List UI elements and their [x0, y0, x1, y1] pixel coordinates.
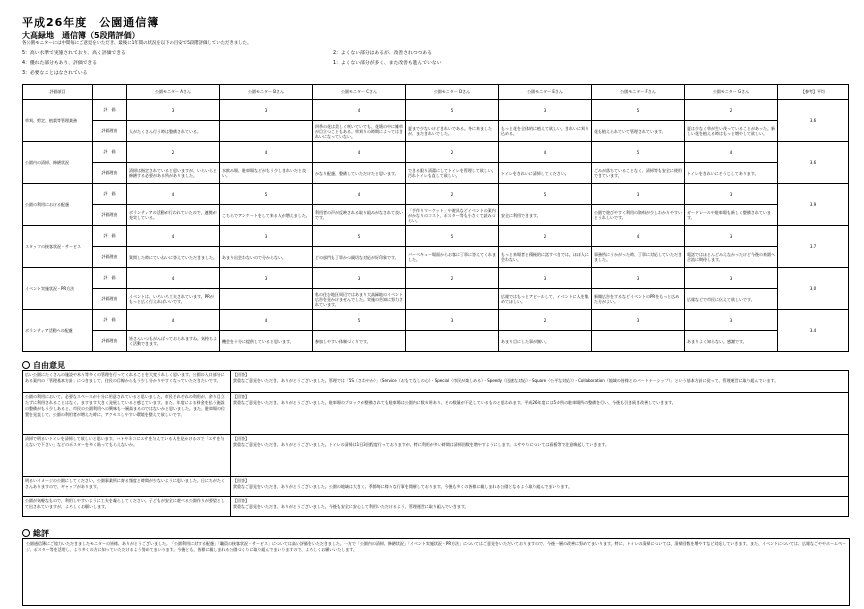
comment-label: 評価理由 [93, 205, 127, 226]
score-cell: 3 [685, 184, 778, 205]
col-header: 公園モニター Eさん [499, 85, 592, 100]
comment-cell: バーベキュー場面からお客に丁寧に答えてくれました。 [406, 247, 499, 268]
opinion-row [23, 497, 849, 517]
comment-cell: 四季の花は美しく咲いていても、花壇の中に雑草が目立つこともある。草刈りの時期によってはきれいになっていない。 [313, 121, 406, 142]
average-cell: 3.0 [778, 268, 849, 310]
comment-cell: こちらでアンケートをして来る人が増えました。 [220, 205, 313, 226]
score-cell: 4 [313, 184, 406, 205]
score-cell: 3 [685, 268, 778, 289]
score-cell: 4 [685, 142, 778, 163]
comment-cell: トイレをきれいにそうじしてあります。 [685, 163, 778, 184]
comment-cell: 広報などで市民に伝えて欲しいです。 [685, 289, 778, 310]
scale-legend-right [333, 49, 442, 69]
comment-cell [406, 331, 499, 352]
comment-cell: 私の住む地区周辺ではあまり大高緑地のイベント広告を見かけませんでした。実施の告知に努力されています。 [313, 289, 406, 310]
opinion-row [23, 477, 849, 497]
answer-text: 貴重なご意見をいただき、ありがとうございました。駐車場のブロックが整備されても駐車場は公園内に数カ所あり、その数量が不足しているものと思われます。平成26年度には5カ所の駐車場所の整備を行い、今後も引き続き改善していきます。 [233, 400, 676, 405]
table-row-score [23, 226, 849, 247]
comment-cell: イベントは、いろいろ工夫されています。PRがもっと広く行えればいいです。 [127, 289, 220, 310]
comment-cell: できる限り清潔にしてトイレを管理して欲しい。汚れトイレも直して欲しい。 [406, 163, 499, 184]
page-subtitle: 大高緑地 通信簿（5段階評価） [22, 31, 140, 40]
table-row-comment [23, 163, 849, 184]
score-cell: 2 [499, 226, 592, 247]
summary-heading: 総評 [22, 528, 49, 539]
opinion-row [23, 393, 849, 435]
comment-cell [406, 289, 499, 310]
opinion-text: 公園が気軽なもので、利用しやすいように工夫を凝らしてください。子どもが安全に遊べる公園作りが要望として出されていますが、よろしくお願いします。 [23, 497, 231, 517]
category-label: 公園内の清掃、修繕状況 [23, 142, 93, 184]
table-row-score [23, 142, 849, 163]
comment-cell: 「手作りマーケット」や遊具などイベントの案内がかなりのコスト、ポスター等も小さくて読みづらい。 [406, 205, 499, 226]
score-label: 評 価 [93, 184, 127, 205]
comment-cell: 人がたくさん行う時は整備されている。 [127, 121, 220, 142]
answer-cell [231, 477, 849, 497]
comment-label: 評価理由 [93, 121, 127, 142]
comment-cell: 事務所にうかがった時、丁寧に対応していただきました。 [592, 247, 685, 268]
answer-text: 貴重なご意見をいただき、ありがとうございました。トイレの清掃は1日3回程度行っておりますが、特に利用が多い時間は清掃回数を増やすようにします。エサやりについては看板等で注意喚起していきます。 [233, 442, 610, 447]
score-cell: 2 [406, 268, 499, 289]
score-cell: 4 [313, 100, 406, 121]
score-cell: 5 [313, 226, 406, 247]
score-cell: 3 [406, 310, 499, 331]
score-cell: 4 [499, 142, 592, 163]
score-cell: 2 [406, 142, 499, 163]
answer-text: 貴重なご意見をいただき、ありがとうございました。管理では「5S（さわやか）」（Service（おもてなしの心）・Special（市民が楽しめる）・Speedy（迅速な対応）・Square（公平な対応））・Collaboration（地域の皆様とのパートナーシップ）」という基本方針に従って、管理運営に取り組んでいます。 [233, 378, 779, 383]
comment-cell: 広報ではもっとアピールして、イベントに人を集めてほしい。 [499, 289, 592, 310]
comment-cell: あまり目にした事が無い。 [499, 331, 592, 352]
score-cell: 3 [220, 100, 313, 121]
table-row-score [23, 310, 849, 331]
table-row-score [23, 100, 849, 121]
comment-cell: ガードレールや駐車場も新しく整備されています。 [685, 205, 778, 226]
score-cell: 4 [127, 226, 220, 247]
answer-label: 【回答】 [233, 394, 249, 399]
comment-label: 評価理由 [93, 289, 127, 310]
table-row-score [23, 184, 849, 205]
col-header: 公園モニター Fさん [592, 85, 685, 100]
comment-cell: 水飲み場、駐車場などがもう少しきれいだと良い。 [220, 163, 313, 184]
scale-item: 1：よくない部分が多く、また改善も進んでいない [333, 61, 442, 66]
score-cell: 2 [406, 184, 499, 205]
comment-cell [220, 121, 313, 142]
opinion-text: 清掃で明るいトイレを清掃して欲しいと思います。ハトやネコにエサを与えている人を見かけるので「エサを与えないで下さい」などのポスターを多く貼ってもらえないか。 [23, 435, 231, 477]
table-row-comment [23, 247, 849, 268]
score-cell: 2 [685, 100, 778, 121]
comment-cell: 新聞広告をするなどイベントのPRをもっと広めた方がよい。 [592, 289, 685, 310]
score-cell: 4 [127, 310, 220, 331]
comment-label: 評価理由 [93, 163, 127, 184]
scale-item: 4：優れた部分もあり、評価できる [22, 61, 98, 66]
comment-cell: もっと花を全体的に植えて欲しい。きれいに刈り込める。 [499, 121, 592, 142]
comment-cell: 機会を十分に提供していると思います。 [220, 331, 313, 352]
category-label: ボランティア活動への配慮 [23, 310, 93, 352]
score-cell: 3 [499, 268, 592, 289]
answer-text: 貴重なご意見をいただき、ありがとうございました。公園の地域は大きく、季節毎に様々な行事を開催しております。今後も多くの皆様に親しまれる公園となるよう取り組んでまいります。 [233, 484, 573, 489]
answer-label: 【回答】 [233, 436, 249, 441]
comment-cell: 質問した時にていねいに答えていただきました。 [127, 247, 220, 268]
comment-cell: 清掃は指定されていると思いますが、いらいらと修繕する必要がある所がありました。 [127, 163, 220, 184]
score-cell: 3 [220, 226, 313, 247]
score-label: 評 価 [93, 268, 127, 289]
comment-cell: ボランティアの活動が行われていたので、連携が充実している。 [127, 205, 220, 226]
average-cell: 3.9 [778, 184, 849, 226]
comment-cell: 夏は少なく草が生い茂っていることがあった。新しい花を植える時はもっと増やして欲しい。 [685, 121, 778, 142]
score-cell: 3 [592, 310, 685, 331]
comment-cell [592, 331, 685, 352]
comment-cell: ごみが落ちていることなく、清掃等も安全に使用できています。 [592, 163, 685, 184]
table-row-comment [23, 289, 849, 310]
score-cell: 3 [592, 268, 685, 289]
score-cell: 2 [127, 142, 220, 163]
score-cell: 4 [220, 142, 313, 163]
average-cell: 3.7 [778, 226, 849, 268]
category-label: 公園の利用における配慮 [23, 184, 93, 226]
comment-cell: 電話ではほとんどみえなかったけど今後の来園へ合流に期待します。 [685, 247, 778, 268]
score-cell: 5 [592, 100, 685, 121]
score-cell: 5 [313, 310, 406, 331]
answer-cell [231, 371, 849, 393]
opinion-row [23, 371, 849, 393]
table-row-score [23, 268, 849, 289]
comment-cell: 安全に利用できます。 [499, 205, 592, 226]
score-cell: 5 [499, 184, 592, 205]
comment-cell: 夏まで少ないけどきれいである。冬に来ましたが、まだきれいでした。 [406, 121, 499, 142]
col-header: 公園モニター Gさん [685, 85, 778, 100]
score-cell: 2 [499, 310, 592, 331]
table-header-row [23, 85, 849, 100]
answer-cell [231, 497, 849, 517]
comment-cell: 参加しやすい体制づくりです。 [313, 331, 406, 352]
score-label: 評 価 [93, 310, 127, 331]
category-label: イベント実施状況・PR方法 [23, 268, 93, 310]
opinion-text: 広い公園にたくさんの施設や木々等多くの管理を行ってくれることを大変うれしく思います。公園の入口部分にある案内の「管理基本方針」につきまして、住民の目線からもう少し分かりやすくなっていただきたいです。 [23, 371, 231, 393]
opinions-heading: 自由意見 [22, 360, 65, 371]
score-cell: 5 [406, 226, 499, 247]
comment-cell: もっと来場者と積極的に話すべきでは。ほぼ人に会わない。 [499, 247, 592, 268]
comment-label: 評価理由 [93, 247, 127, 268]
table-row-comment [23, 331, 849, 352]
score-cell: 3 [313, 268, 406, 289]
average-cell: 3.6 [778, 142, 849, 184]
scale-item: 3：必要なことはなされている [22, 71, 88, 76]
score-cell: 3 [685, 310, 778, 331]
score-cell: 4 [220, 310, 313, 331]
score-cell: 4 [592, 226, 685, 247]
comment-cell: 皆さんいつもがんばっておられますね。気持ちよく活動できます。 [127, 331, 220, 352]
col-header [93, 85, 127, 100]
table-row-comment [23, 121, 849, 142]
col-header: 評価項目 [23, 85, 93, 100]
col-header: 公園モニター Cさん [313, 85, 406, 100]
comment-cell: 公園で遊びやすく利用の資料が少しわかりやすいとうれしいです。 [592, 205, 685, 226]
answer-cell [231, 393, 849, 435]
comment-cell: 利用者の声が反映される取り組みがなされて良いです。 [313, 205, 406, 226]
comment-cell: トイレをきれいに清掃してください。 [499, 163, 592, 184]
scale-item: 2：よくない部分はあるが、改善されつつある [333, 51, 432, 56]
comment-cell: どの部門も丁寧かつ親切な対応が好印象です。 [313, 247, 406, 268]
comment-cell: あまり出会わないので分からない。 [220, 247, 313, 268]
intro-text: 各公園モニターには中間毎にご意見をいただき、最後に1年間の状況を以下の目安で5段階評価していただきました。 [22, 41, 252, 46]
score-cell: 5 [406, 100, 499, 121]
col-header: 【参考】平均 [778, 85, 849, 100]
circle-icon [22, 529, 30, 537]
average-cell: 3.4 [778, 310, 849, 352]
circle-icon [22, 361, 30, 369]
page-title: 平成26年度 公園通信簿 [22, 16, 160, 29]
score-cell: 3 [592, 184, 685, 205]
answer-text: 貴重なご意見をいただき、ありがとうございました。今後も安全に安心して利用いただけるよう、管理運営に取り組んでいきます。 [233, 504, 469, 509]
opinions-table [22, 370, 849, 517]
category-label: スタッフの接客状況・サービス [23, 226, 93, 268]
score-cell: 5 [592, 142, 685, 163]
score-cell: 3 [499, 100, 592, 121]
col-header: 公園モニター Dさん [406, 85, 499, 100]
score-label: 評 価 [93, 100, 127, 121]
comment-cell: あまりよく知らない。感謝です。 [685, 331, 778, 352]
comment-cell: かなり配慮、整備していただけたと思います。 [313, 163, 406, 184]
score-cell: 3 [685, 226, 778, 247]
opinion-text: 公園の利用において、必要なスペースが十分に用意されていると思いました。市民それぞれの利用が、余り目立たずに利用されることはなく、ますます大きく発展していると感じています。また、年度による料金を払う施設の整備がもう少しあると、市民の公園利用への興味も一層高まるのではないかと思いました。また、駐車場の位置を見直して、公園の利用者が増えた時に、アクセスしやすい環境を整えて欲しいです。 [23, 393, 231, 435]
opinion-text: 明るいイメージの公園にしてください。公園事業所に寄る頻度と時間が少ないように思いました。日にちがたくさんありますので、ギャップがあります。 [23, 477, 231, 497]
category-label: 草刈、剪定、植栽等管理業務 [23, 100, 93, 142]
comment-label: 評価理由 [93, 331, 127, 352]
evaluation-table [22, 84, 849, 352]
score-cell: 4 [127, 184, 220, 205]
score-cell: 5 [220, 184, 313, 205]
average-cell: 3.6 [778, 100, 849, 142]
opinion-row [23, 435, 849, 477]
score-cell: 3 [127, 100, 220, 121]
score-label: 評 価 [93, 142, 127, 163]
score-cell: 4 [127, 268, 220, 289]
comment-cell: 花も植えられていて管理されています。 [592, 121, 685, 142]
score-cell: 3 [220, 268, 313, 289]
answer-label: 【回答】 [233, 372, 249, 377]
score-label: 評 価 [93, 226, 127, 247]
score-cell: 4 [313, 142, 406, 163]
answer-label: 【回答】 [233, 478, 249, 483]
answer-cell [231, 435, 849, 477]
comment-cell [220, 289, 313, 310]
table-row-comment [23, 205, 849, 226]
summary-text: 公園通信簿にご協力いただきましたモニターの皆様、ありがとうございました。「公園利用に対する配慮」「職員の接客状況・サービス」については高い評価をいただきました。一方で「公園内の清掃、修繕状況」「イベント実施状況・PR方法」についてはご意見をいただいておりますので、今後一層の改善に努めてまいります。特に、トイレの清掃については、清掃回数を増やすなど対応していきます。また、イベントについては、広報なごややホームページ、ポスター等を活用し、より多くの方に知っていただけるよう努めてまいります。今後とも、皆様に親しまれる公園づくりに取り組んでまいりますので、よろしくお願いいたします。 [22, 538, 850, 606]
answer-label: 【回答】 [233, 498, 249, 503]
col-header: 公園モニター Aさん [127, 85, 220, 100]
scale-item: 5：高い水準で実施されており、高く評価できる [22, 51, 126, 56]
col-header: 公園モニター Bさん [220, 85, 313, 100]
scale-legend-left [22, 49, 126, 79]
